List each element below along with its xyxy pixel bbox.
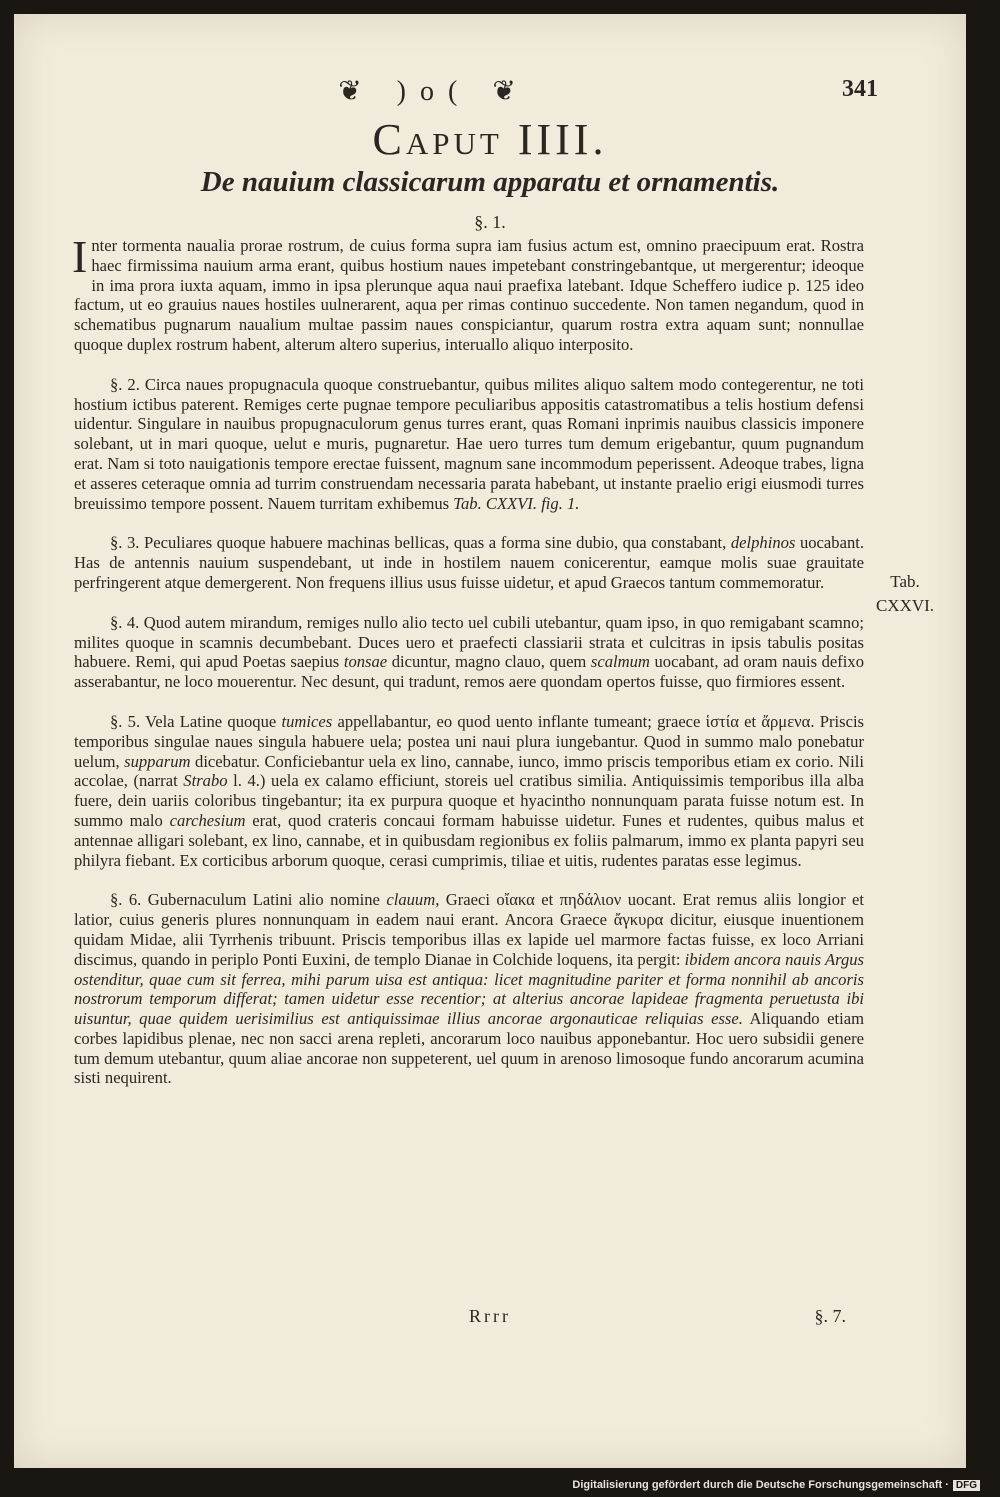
paragraph-6	[74, 890, 864, 1088]
margin-note-line: CXXVI.	[875, 596, 935, 615]
paragraph-1-text: nter tormenta naualia prorae rostrum, de cuius forma supra iam fusius actum est, omnino praecipuum erat. Rostra haec firmissima nauium arma erant, quibus hostium naues impetebant constringebantque, ut mergerentur; ideoque in ima prora iuxta aquam, immo in ipsa plerunque aqua naui praefixa latebant. Idque Scheffero iudice p. 125 ideo factum, ut eo grauius naues hostiles uulnerarent, aqua per rimas continuo succedente. Non tamen negandum, quod in schematibus pugnarum naualium multae passim naues conspiciantur, quarum rostra extra aquam sunt; nonnullae quoque duplex rostrum habent, alterum altero superius, interuallo aliquo interposito.	[74, 236, 864, 354]
paragraph-5-text: l. 4.) uela ex calamo efficiunt, storeis uel cratibus similia. Antiquissimis temporibus illa alba fuere, dein uariis coloribus tingebantur; ita ex purpura quoque et hyacintho nonnunquam parata fuisse notum est. In summo malo	[74, 771, 864, 830]
book-page	[14, 14, 966, 1468]
paragraph-5-text: §. 5. Vela Latine quoque	[110, 711, 277, 731]
emphasis-term: Strabo	[183, 771, 228, 791]
paragraph-5	[74, 712, 864, 870]
paragraph-6-text: Aliquando etiam corbes lapidibus plenae, nec non sacci arena repleti, ancorarum loco nauibus apponebantur. Hoc uero subsidii genere tum demum utebantur, quum aliae ancorae non suppeterent, uel quum in arenoso limosoque fundo ancorarum acumina sisti nequirent.	[74, 1009, 864, 1088]
dfg-logo: DFG	[953, 1480, 980, 1491]
emphasis-term: scalmum	[590, 652, 650, 672]
paragraph-3	[74, 533, 864, 592]
paragraph-2	[74, 375, 864, 514]
digitization-footer	[572, 1479, 980, 1491]
paragraph-5-text: dicebatur. Conficiebantur uela ex lino, cannabe, iunco, immo priscis temporibus etiam ex corio. Nili accolae, (narrat	[74, 751, 864, 791]
margin-note-line: Tab.	[890, 572, 920, 591]
emphasis-term: supparum	[124, 751, 191, 771]
paragraph-3-text: uocabant. Has de antennis nauium suspendebant, ut inde in hostilem nauem conicerentur, eamque molis suae grauitate perfringerent atque demergerent. Non frequens illius usus fuisse uidetur, et apud Graecos tantum commemoratur.	[74, 533, 864, 592]
section-mark: §. 1.	[474, 212, 506, 232]
quotation: ibidem ancora nauis Argus ostenditur, quae cum sit ferrea, mihi parum uisa est antiqua: licet magnitudine pariter et forma nonnihil ab ancoris nostrorum temporum differat; tamen uidetur esse recentior; at alterius ancorae lapideae fragmenta peruetusta ibi uisuntur, quae quidem uerisimilius est antiquissimae illius ancorae argonauticae reliquias esse.	[74, 949, 864, 1029]
chapter-title: Caput IIII.	[372, 115, 608, 164]
footer-text: Digitalisierung gefördert durch die Deutsche Forschungsgemeinschaft ·	[572, 1479, 949, 1491]
paragraph-6-text: , Graeci οἴακα et πηδάλιον uocant. Erat remus aliis longior et latior, cuius generis plures nonnunquam in eadem naui erant. Ancora Graece ἄγκυρα dicitur, eiusque inuentionem quidam Midae, alii Tyrrhenis tribuunt. Priscis temporibus illas ex lapide uel marmore factas fuisse, ex loco Arriani discimus, quando in periplo Ponti Euxini, de templo Dianae in Colchide loquens, ita pergit:	[74, 890, 864, 969]
header-ornament: ❦ )o( ❦	[338, 76, 530, 107]
page-number: 341	[842, 76, 878, 102]
emphasis-term: tumices	[281, 711, 333, 731]
paragraph-6-text: §. 6. Gubernaculum Latini alio nomine	[110, 890, 380, 910]
paragraph-4	[74, 613, 864, 692]
paragraph-4-text: §. 4. Quod autem mirandum, remiges nullo alio tecto uel cubili utebantur, quam ipso, in quo remigabant scamno; milites quoque in scamnis decumbebant. Duces uero et praefecti classiarii strata et culcitras in ipsis tabulis positas habuere. Remi, qui apud Poetas saepius	[74, 612, 864, 672]
emphasis-term: delphinos	[730, 533, 796, 553]
plate-reference: Tab. CXXVI. fig. 1.	[453, 493, 580, 513]
paragraph-4-text: dicuntur, magno clauo, quem	[391, 652, 587, 672]
paragraph-4-text: uocabant, ad oram nauis defixo asserabantur, ne loco mouerentur. Nec desunt, qui tradunt, remos aere quondam opertos fuisse, quo firmiores essent.	[74, 652, 864, 692]
paragraph-5-text: appellabantur, eo quod uento inflante tumeant; graece ἱστία et ἄρμενα. Priscis temporibus singulae naues singula habuere uela; postea uni naui plura iungebantur. Quod in summo malo ponebatur uelum,	[74, 711, 865, 771]
emphasis-term: carchesium	[169, 810, 246, 830]
emphasis-term: tonsae	[343, 652, 388, 672]
chapter-subtitle: De nauium classicarum apparatu et ornamentis.	[200, 166, 780, 198]
catchword: §. 7.	[814, 1306, 846, 1326]
signature-mark: Rrrr	[469, 1306, 511, 1326]
paragraph-2-text: §. 2. Circa naues propugnacula quoque construebantur, quibus milites aliquo saltem modo contegerentur, ne toti hostium ictibus paterent. Remiges certe pugnae tempore peculiaribus appositis catastromatibus a telis hostium defensi uidentur. Singulare in nauibus propugnaculorum genus turres erant, quas Romani inprimis nauibus classicis imponere solebant, ut in mari quoque, uelut e muris, pugnaretur. Hae uero turres tum demum erigebantur, quum pugnandum erat. Nam si toto nauigationis tempore erectae fuissent, magnum sane incommodum peperissent. Adeoque trabes, ligna et asseres ceteraque omnia ad turrim construendam necessaria parata habebant, ut instante praelio erigi eiusmodi turres breuissimo tempore possent. Nauem turritam exhibemus	[74, 374, 864, 513]
emphasis-term: clauum	[386, 890, 436, 910]
body-text	[72, 231, 865, 1108]
paragraph-1	[72, 231, 864, 355]
drop-cap: I	[72, 231, 88, 282]
paragraph-3-text: §. 3. Peculiares quoque habuere machinas bellicas, quas a forma sine dubio, qua constabant,	[110, 533, 727, 553]
margin-note	[860, 570, 950, 618]
paragraph-5-text: erat, quod crateris concaui formam habuisse uidetur. Funes et rudentes, quibus malus et antennae alligari solebant, ex lino, cannabe, et in quibusdam regionibus ex foliis palmarum, immo ex planta papyri seu philyra fiebant. Ex corticibus arborum quoque, cerasi cumprimis, tiliae et uitis, rudentes paratas esse legimus.	[74, 810, 864, 870]
